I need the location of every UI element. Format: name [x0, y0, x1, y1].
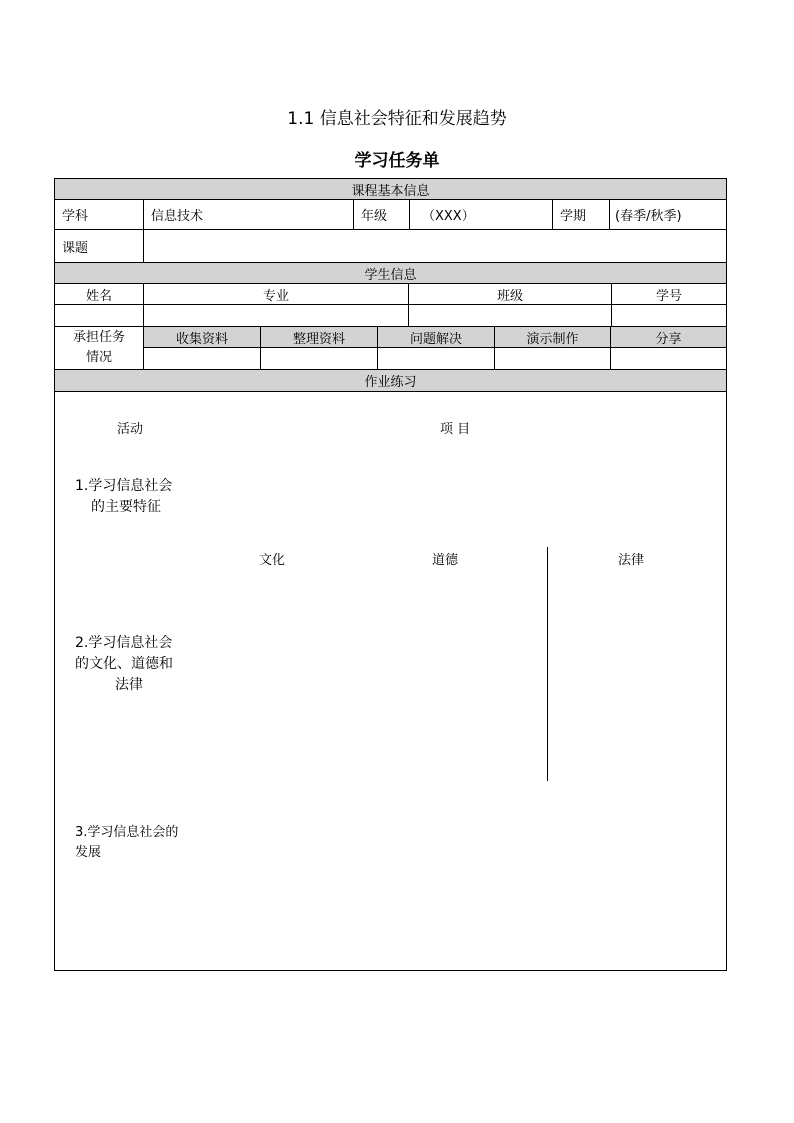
student-col-id: 学号	[655, 288, 682, 304]
subject-value[interactable]: 信息技术	[144, 200, 354, 229]
course-topic-row	[55, 230, 726, 263]
activity2-line3: 法律	[115, 677, 143, 693]
course-info-title: 课程基本信息	[351, 183, 430, 199]
grade-value[interactable]: （XXX）	[410, 200, 553, 229]
student-name-field[interactable]	[55, 305, 144, 326]
culture-column-label: 文化	[259, 553, 286, 568]
tasks-block	[55, 327, 726, 370]
page-title: 1.1 信息社会特征和发展趋势	[287, 109, 507, 129]
activity1-line1: 1.学习信息社会	[75, 478, 173, 494]
student-col-major: 专业	[144, 284, 409, 304]
student-info-title: 学生信息	[364, 267, 417, 283]
term-value[interactable]: (春季/秋季)	[615, 209, 682, 224]
student-columns-row	[55, 284, 726, 305]
grade-label: 年级	[354, 200, 410, 229]
item-label: 项 目	[440, 422, 471, 437]
activity2-line1: 2.学习信息社会	[75, 635, 173, 651]
task-col-organize: 整理资料	[261, 327, 378, 348]
course-info-header	[55, 179, 726, 200]
activity-label: 活动	[117, 422, 144, 437]
task-organize-field[interactable]	[261, 348, 378, 369]
homework-title: 作业练习	[364, 375, 417, 390]
task-col-solve: 问题解决	[378, 327, 495, 348]
law-column-divider	[547, 547, 548, 781]
activity2-line2: 的文化、道德和	[75, 656, 173, 672]
term-label: 学期	[553, 200, 610, 229]
student-values-row	[55, 305, 726, 327]
task-share-field[interactable]	[611, 348, 726, 369]
activity1-line2: 的主要特征	[91, 499, 161, 515]
homework-header	[55, 370, 726, 392]
student-major-field[interactable]	[144, 305, 409, 326]
task-collect-field[interactable]	[144, 348, 261, 369]
tasks-label-line1: 承担任务	[72, 330, 125, 345]
topic-value[interactable]	[144, 230, 726, 262]
page-subtitle: 学习任务单	[354, 151, 440, 171]
course-subject-row	[55, 200, 726, 230]
topic-label: 课题	[55, 230, 144, 262]
tasks-label	[55, 327, 144, 369]
subject-label: 学科	[55, 200, 144, 229]
task-present-field[interactable]	[495, 348, 611, 369]
tasks-label-line2: 情况	[85, 350, 112, 365]
task-solve-field[interactable]	[378, 348, 495, 369]
activity3-line1: 3.学习信息社会的	[75, 825, 179, 840]
task-sheet-table	[54, 178, 727, 971]
student-col-name: 姓名	[55, 284, 144, 304]
activity3-line2: 发展	[75, 845, 102, 860]
task-col-present: 演示制作	[495, 327, 611, 348]
student-info-header	[55, 263, 726, 284]
student-id-field[interactable]	[612, 305, 726, 326]
law-column-label: 法律	[618, 553, 645, 568]
student-class-field[interactable]	[409, 305, 612, 326]
task-col-share: 分享	[611, 327, 726, 348]
ethics-column-label: 道德	[432, 553, 459, 568]
student-col-class: 班级	[409, 284, 612, 304]
task-col-collect: 收集资料	[144, 327, 261, 348]
